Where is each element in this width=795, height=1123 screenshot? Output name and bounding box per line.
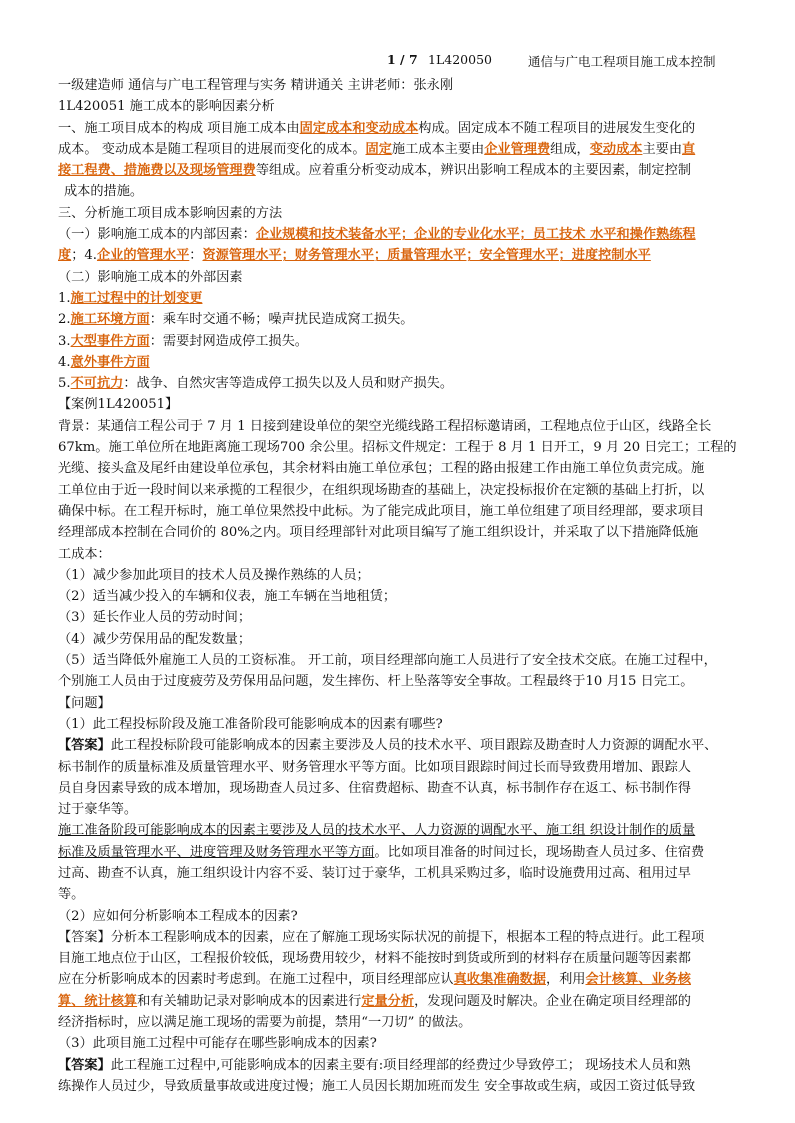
document-body — [58, 75, 740, 1097]
text-line: （一）影响施工成本的内部因素：企业规模和技术装备水平；企业的专业化水平；员工技术 水平和操作熟练程 — [58, 227, 696, 243]
highlight: 变动成本 — [589, 141, 643, 157]
case-title: 【案例1L420051】 — [58, 397, 179, 413]
list-item: （3）延长作业人员的劳动时间； — [58, 610, 252, 626]
highlight: 会计核算、业务核 — [585, 972, 691, 988]
text-line: 过高、勘查不认真，施工组织设计内容不妥、装订过于豪华，工机具采购过多，临时设施费用过高、租用过早 — [58, 865, 691, 881]
text-line: 应在分析影响成本的因素时考虑到。在施工过程中，项目经理部应认真收集准确数据，利用会计核算、业务核 — [58, 972, 691, 988]
highlight: 企业管理费 — [484, 141, 551, 157]
list-item: 5.不可抗力：战争、自然灾害等造成停工损失以及人员和财产损失。 — [58, 376, 454, 392]
highlight: 固定 — [365, 141, 392, 157]
list-item: 3.大型事件方面：需要封网造成停工损失。 — [58, 333, 308, 349]
text-line: 练操作人员过少，导致质量事故或进度过慢；施工人员因长期加班而发生 安全事故或生病，或因工资过低导致 — [58, 1078, 696, 1094]
section-code: 1L420050 — [428, 52, 492, 67]
text-line: 工单位由于近一段时间以来承揽的工程很少，在组织现场勘查的基础上，决定投标报价在定额的基础上打折，以 — [58, 482, 705, 498]
text-line: 光缆、接头盒及尾纤由建设单位承包，其余材料由施工单位承包；工程的路由报建工作由施工单位负责完成。施 — [58, 461, 705, 477]
text-line: 个别施工人员由于过度疲劳及劳保用品问题，发生摔伤、杆上坠落等安全事故。工程最终于10 月15 日完工。 — [58, 674, 694, 690]
text-line: 施工准备阶段可能影响成本的因素主要涉及人员的技术水平、人力资源的调配水平、施工组 织设计制作的质量 — [58, 823, 696, 839]
highlight: 固定成本和变动成本 — [299, 120, 419, 136]
text-line: （二）影响施工成本的外部因素 — [58, 269, 243, 285]
page-header — [58, 52, 740, 70]
highlight: 真收集准确数据 — [453, 972, 546, 988]
answer-line: 【答案】分析本工程影响成本的因素，应在了解施工现场实际状况的前提下，根据本工程的特点进行。此工程项 — [58, 929, 705, 945]
highlight: 施工过程中的计划变更 — [70, 290, 203, 306]
answer-label: 【答案】 — [58, 738, 111, 754]
list-item: 1.施工过程中的计划变更 — [58, 290, 203, 306]
text-line: 标书制作的质量标准及质量管理水平、财务管理水平等方面。比如项目跟踪时间过长而导致费用增加、跟踪人 — [58, 759, 691, 775]
text-line: 算、统计核算和有关辅助记录对影响成本的因素进行定量分析，发现问题及时解决。企业在确定项目经理部的 — [58, 993, 691, 1009]
list-item: （2）适当减少投入的车辆和仪表，施工车辆在当地租赁； — [58, 589, 397, 605]
text-line: 成本。 变动成本是随工程项目的进展而变化的成本。固定施工成本主要由企业管理费组成，变动成本主要由直 — [58, 141, 696, 157]
subsection-heading: 三、分析施工项目成本影响因素的方法 — [58, 205, 283, 221]
highlight: 度 — [58, 248, 72, 264]
answer-line: 【答案】此工程投标阶段可能影响成本的因素主要涉及人员的技术水平、项目跟踪及勘查时人力资源的调配水平、 — [58, 738, 718, 754]
question: （1）此工程投标阶段及施工准备阶段可能影响成本的因素有哪些? — [58, 716, 443, 732]
text-line: 背景：某通信工程公司于 7 月 1 日接到建设单位的架空光缆线路工程招标邀请函，工程地点位于山区，线路全长 — [58, 418, 712, 434]
course-line: 一级建造师 通信与广电工程管理与实务 精讲通关 主讲老师：张永刚 — [58, 78, 454, 93]
header-title: 通信与广电工程项目施工成本控制 — [528, 54, 716, 69]
section-heading: 1L420051 施工成本的影响因素分析 — [58, 99, 275, 115]
answer-line: 【答案】此工程施工过程中,可能影响成本的因素主要有:项目经理部的经费过少导致停工； 现场技术人员和熟 — [58, 1057, 691, 1073]
highlight: 算、统计核算 — [58, 993, 138, 1009]
highlight: 接工程费、措施费以及现场管理费 — [58, 163, 256, 179]
text-line: 经济指标时，应以满足施工现场的需要为前提，禁用“一刀切” 的做法。 — [58, 1015, 472, 1031]
list-item: （4）减少劳保用品的配发数量； — [58, 631, 252, 647]
text-line: 过于豪华等。 — [58, 802, 138, 818]
questions-heading: 【问题】 — [58, 695, 111, 711]
question: （3）此项目施工过程中可能存在哪些影响成本的因素? — [58, 1036, 377, 1052]
text-line: 度；4.企业的管理水平：资源管理水平；财务管理水平；质量管理水平；安全管理水平；进度控制水平 — [58, 248, 651, 264]
text-line: 成本的措施。 — [64, 184, 144, 200]
highlight: 企业的管理水平 — [96, 248, 190, 264]
text-line: 员自身因素导致的成本增加，现场勘查人员过多、住宿费超标、勘查不认真，标书制作存在返工、标书制作得 — [58, 780, 691, 796]
text-line: 67km。施工单位所在地距离施工现场700 余公里。招标文件规定：工程于 8 月 1 日开工，9 月 20 日完工；工程的 — [58, 440, 737, 456]
list-item: 2.施工环境方面：乘车时交通不畅；噪声扰民造成窝工损失。 — [58, 312, 414, 328]
text-line: 确保中标。在工程开标时，施工单位果然投中此标。为了能完成此项目，施工单位组建了项目经理部，要求项目 — [58, 503, 705, 519]
answer-label: 【答案】 — [58, 1057, 111, 1073]
highlight: 资源管理水平；财务管理水平；质量管理水平；安全管理水平；进度控制水平 — [202, 248, 651, 264]
highlight: 企业规模和技术装备水平；企业的专业化水平；员工技术 水平和操作熟练程 — [255, 227, 696, 243]
list-item: （1）减少参加此项目的技术人员及操作熟练的人员； — [58, 567, 370, 583]
list-item: 4.意外事件方面 — [58, 354, 150, 370]
highlight: 定量分析 — [361, 993, 415, 1009]
text-line: 接工程费、措施费以及现场管理费等组成。应着重分析变动成本，辨识出影响工程成本的主要因素，制定控制 — [58, 163, 691, 179]
highlight: 意外事件方面 — [70, 354, 150, 370]
text-line: 等。 — [58, 887, 85, 903]
question: （2）应如何分析影响本工程成本的因素? — [58, 908, 298, 924]
page-number: 1 / 7 — [387, 52, 418, 67]
list-item: （5）适当降低外雇施工人员的工资标准。 开工前，项目经理部向施工人员进行了安全技术交底。在施工过程中， — [58, 653, 717, 669]
highlight: 大型事件方面 — [70, 333, 150, 349]
text-line: 目施工地点位于山区，工程报价较低，现场费用较少，材料不能按时到货或所到的材料存在质量问题等因素都 — [58, 951, 691, 967]
text-line: 标准及质量管理水平、进度管理及财务管理水平等方面。比如项目准备的时间过长，现场勘查人员过多、住宿费 — [58, 844, 705, 860]
text-line: 一、施工项目成本的构成 项目施工成本由固定成本和变动成本构成。固定成本不随工程项目的进展发生变化的 — [58, 120, 696, 136]
highlight: 不可抗力 — [70, 376, 124, 392]
text-line: 经理部成本控制在合同价的 80%之内。项目经理部针对此项目编写了施工组织设计，并采取了以下措施降低施 — [58, 525, 699, 541]
highlight: 施工环境方面 — [70, 312, 150, 328]
highlight: 直 — [682, 141, 696, 157]
text-line: 工成本： — [58, 546, 111, 562]
